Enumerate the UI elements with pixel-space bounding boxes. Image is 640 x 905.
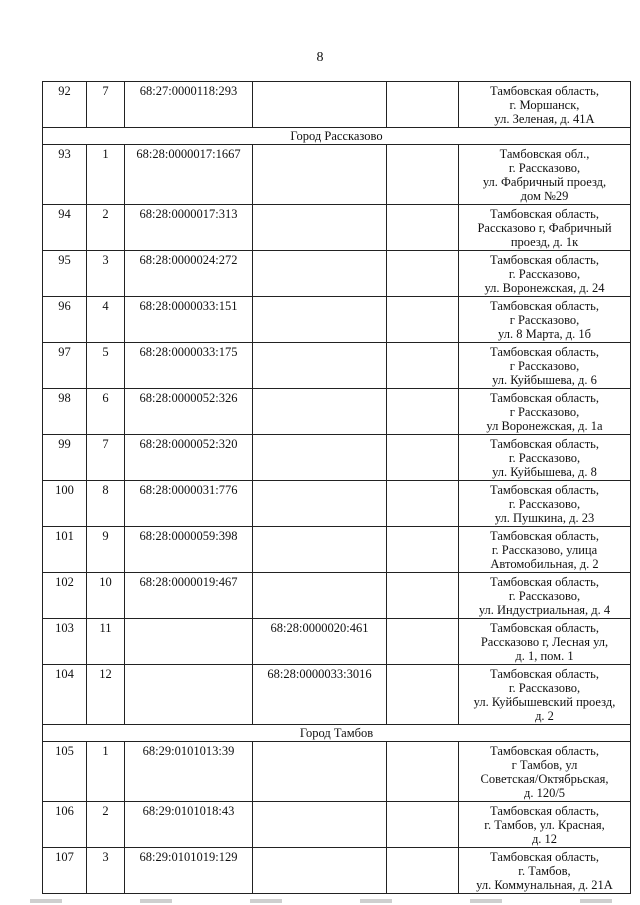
cadastral-number: 68:28:0000031:776 (125, 481, 253, 527)
cadastral-number: 68:28:0000052:320 (125, 435, 253, 481)
cadastral-number: 68:28:0000017:1667 (125, 145, 253, 205)
cadastral-number: 68:28:0000019:467 (125, 573, 253, 619)
address-line: д. 120/5 (523, 786, 566, 800)
address-cell (459, 435, 631, 481)
section-header-row (43, 128, 631, 145)
cadastral-number-secondary: 68:28:0000020:461 (253, 619, 387, 665)
empty-cell (387, 802, 459, 848)
row-number: 104 (43, 665, 87, 725)
address-line: Тамбовская область, (490, 391, 599, 405)
empty-cell (387, 665, 459, 725)
address-cell (459, 573, 631, 619)
table-row (43, 481, 631, 527)
address-cell (459, 82, 631, 128)
empty-cell (387, 205, 459, 251)
address-line: д. 1, пом. 1 (515, 649, 574, 663)
table-row (43, 573, 631, 619)
address-cell (459, 205, 631, 251)
address-line: ул. Зеленая, д. 41А (494, 112, 595, 126)
address-line: ул Воронежская, д. 1а (486, 419, 603, 433)
address-cell (459, 145, 631, 205)
address-line: г. Рассказово, улица (491, 543, 598, 557)
address-line: Рассказово г, Лесная ул, (480, 635, 609, 649)
address-line: Тамбовская область, (490, 299, 599, 313)
cadastral-number-secondary (253, 848, 387, 894)
empty-cell (387, 389, 459, 435)
row-number: 95 (43, 251, 87, 297)
row-number: 98 (43, 389, 87, 435)
address-line: ул. Воронежская, д. 24 (484, 281, 605, 295)
empty-cell (387, 481, 459, 527)
row-number: 92 (43, 82, 87, 128)
empty-cell (387, 343, 459, 389)
address-line: Тамбовская область, (490, 437, 599, 451)
scan-artifact-line (0, 899, 640, 903)
cadastral-number: 68:28:0000033:151 (125, 297, 253, 343)
table-row (43, 435, 631, 481)
address-line: проезд, д. 1к (510, 235, 579, 249)
table-row (43, 145, 631, 205)
cadastral-number-secondary (253, 389, 387, 435)
table-row (43, 665, 631, 725)
address-line: ул. Пушкина, д. 23 (494, 511, 595, 525)
cadastral-number: 68:29:0101013:39 (125, 742, 253, 802)
address-line: Тамбовская обл., (499, 147, 590, 161)
table-row (43, 848, 631, 894)
row-number: 93 (43, 145, 87, 205)
row-number: 96 (43, 297, 87, 343)
cadastral-number-secondary (253, 802, 387, 848)
empty-cell (387, 527, 459, 573)
empty-cell (387, 251, 459, 297)
cadastral-number (125, 619, 253, 665)
address-line: г. Тамбов, ул. Красная, (484, 818, 605, 832)
section-title: Город Тамбов (43, 725, 631, 742)
address-line: г. Рассказово, (508, 267, 581, 281)
address-cell (459, 343, 631, 389)
address-cell (459, 619, 631, 665)
cadastral-number-secondary (253, 297, 387, 343)
row-sub-number: 10 (87, 573, 125, 619)
row-sub-number: 2 (87, 802, 125, 848)
row-sub-number: 12 (87, 665, 125, 725)
cadastral-number: 68:28:0000033:175 (125, 343, 253, 389)
address-line: д. 2 (535, 709, 554, 723)
address-cell (459, 481, 631, 527)
row-sub-number: 3 (87, 251, 125, 297)
address-line: Тамбовская область, (490, 621, 599, 635)
table-row (43, 251, 631, 297)
row-number: 102 (43, 573, 87, 619)
section-header-row (43, 725, 631, 742)
cadastral-number: 68:28:0000017:313 (125, 205, 253, 251)
cadastral-number-secondary (253, 573, 387, 619)
address-cell (459, 665, 631, 725)
table-row (43, 82, 631, 128)
address-line: ул. Куйбышева, д. 8 (492, 465, 597, 479)
address-cell (459, 742, 631, 802)
cadastral-number-secondary (253, 435, 387, 481)
cadastral-number: 68:29:0101019:129 (125, 848, 253, 894)
row-sub-number: 5 (87, 343, 125, 389)
cadastral-number-secondary (253, 343, 387, 389)
row-number: 103 (43, 619, 87, 665)
empty-cell (387, 145, 459, 205)
address-line: г. Рассказово, (508, 497, 581, 511)
row-sub-number: 7 (87, 82, 125, 128)
address-line: г. Рассказово, (508, 451, 581, 465)
row-number: 97 (43, 343, 87, 389)
property-registry-table (42, 81, 631, 894)
cadastral-number-secondary (253, 82, 387, 128)
cadastral-number-secondary: 68:28:0000033:3016 (253, 665, 387, 725)
cadastral-number: 68:28:0000052:326 (125, 389, 253, 435)
address-line: ул. Куйбышева, д. 6 (492, 373, 597, 387)
row-sub-number: 11 (87, 619, 125, 665)
empty-cell (387, 82, 459, 128)
address-line: г Тамбов, ул (511, 758, 578, 772)
table-row (43, 619, 631, 665)
address-line: Советская/Октябрьская, (480, 772, 609, 786)
empty-cell (387, 435, 459, 481)
row-sub-number: 9 (87, 527, 125, 573)
address-line: ул. Фабричный проезд, (482, 175, 607, 189)
row-sub-number: 8 (87, 481, 125, 527)
address-line: Тамбовская область, (490, 804, 599, 818)
cadastral-number-secondary (253, 251, 387, 297)
section-title: Город Рассказово (43, 128, 631, 145)
table-row (43, 389, 631, 435)
cadastral-number-secondary (253, 481, 387, 527)
table-row (43, 527, 631, 573)
address-line: Тамбовская область, (490, 207, 599, 221)
address-line: ул. 8 Марта, д. 1б (498, 327, 591, 341)
address-cell (459, 527, 631, 573)
table-row (43, 343, 631, 389)
address-line: Тамбовская область, (490, 529, 599, 543)
address-line: г. Рассказово, (508, 161, 581, 175)
row-number: 101 (43, 527, 87, 573)
cadastral-number-secondary (253, 742, 387, 802)
address-line: ул. Куйбышевский проезд, (473, 695, 616, 709)
cadastral-number-secondary (253, 205, 387, 251)
empty-cell (387, 573, 459, 619)
row-number: 99 (43, 435, 87, 481)
row-sub-number: 2 (87, 205, 125, 251)
empty-cell (387, 848, 459, 894)
row-number: 107 (43, 848, 87, 894)
empty-cell (387, 742, 459, 802)
address-line: Тамбовская область, (490, 253, 599, 267)
address-cell (459, 251, 631, 297)
address-line: Рассказово г, Фабричный (477, 221, 612, 235)
table-row (43, 802, 631, 848)
address-line: Тамбовская область, (490, 850, 599, 864)
row-sub-number: 1 (87, 742, 125, 802)
row-number: 94 (43, 205, 87, 251)
row-sub-number: 4 (87, 297, 125, 343)
cadastral-number: 68:28:0000024:272 (125, 251, 253, 297)
cadastral-number-secondary (253, 527, 387, 573)
table-row (43, 297, 631, 343)
page-number: 8 (316, 50, 324, 65)
address-cell (459, 848, 631, 894)
address-line: г. Тамбов, (518, 864, 571, 878)
address-line: ул. Коммунальная, д. 21А (476, 878, 613, 892)
address-line: Тамбовская область, (490, 575, 599, 589)
row-sub-number: 6 (87, 389, 125, 435)
row-sub-number: 1 (87, 145, 125, 205)
address-line: д. 12 (531, 832, 558, 846)
address-line: г Рассказово, (509, 313, 580, 327)
cadastral-number-secondary (253, 145, 387, 205)
address-line: Тамбовская область, (490, 483, 599, 497)
cadastral-number (125, 665, 253, 725)
address-line: г Рассказово, (509, 359, 580, 373)
table-row (43, 205, 631, 251)
address-line: Тамбовская область, (490, 345, 599, 359)
row-number: 100 (43, 481, 87, 527)
row-number: 106 (43, 802, 87, 848)
row-sub-number: 7 (87, 435, 125, 481)
address-cell (459, 389, 631, 435)
empty-cell (387, 619, 459, 665)
address-line: ул. Индустриальная, д. 4 (478, 603, 611, 617)
address-line: дом №29 (520, 189, 569, 203)
empty-cell (387, 297, 459, 343)
address-line: г Рассказово, (509, 405, 580, 419)
address-cell (459, 802, 631, 848)
address-line: Тамбовская область, (490, 744, 599, 758)
address-line: Тамбовская область, (490, 667, 599, 681)
address-line: г. Моршанск, (509, 98, 580, 112)
row-number: 105 (43, 742, 87, 802)
cadastral-number: 68:28:0000059:398 (125, 527, 253, 573)
cadastral-number: 68:29:0101018:43 (125, 802, 253, 848)
address-line: г. Рассказово, (508, 681, 581, 695)
registry-body (43, 82, 631, 894)
address-line: г. Рассказово, (508, 589, 581, 603)
address-cell (459, 297, 631, 343)
cadastral-number: 68:27:0000118:293 (125, 82, 253, 128)
address-line: Автомобильная, д. 2 (490, 557, 599, 571)
table-row (43, 742, 631, 802)
row-sub-number: 3 (87, 848, 125, 894)
address-line: Тамбовская область, (490, 84, 599, 98)
